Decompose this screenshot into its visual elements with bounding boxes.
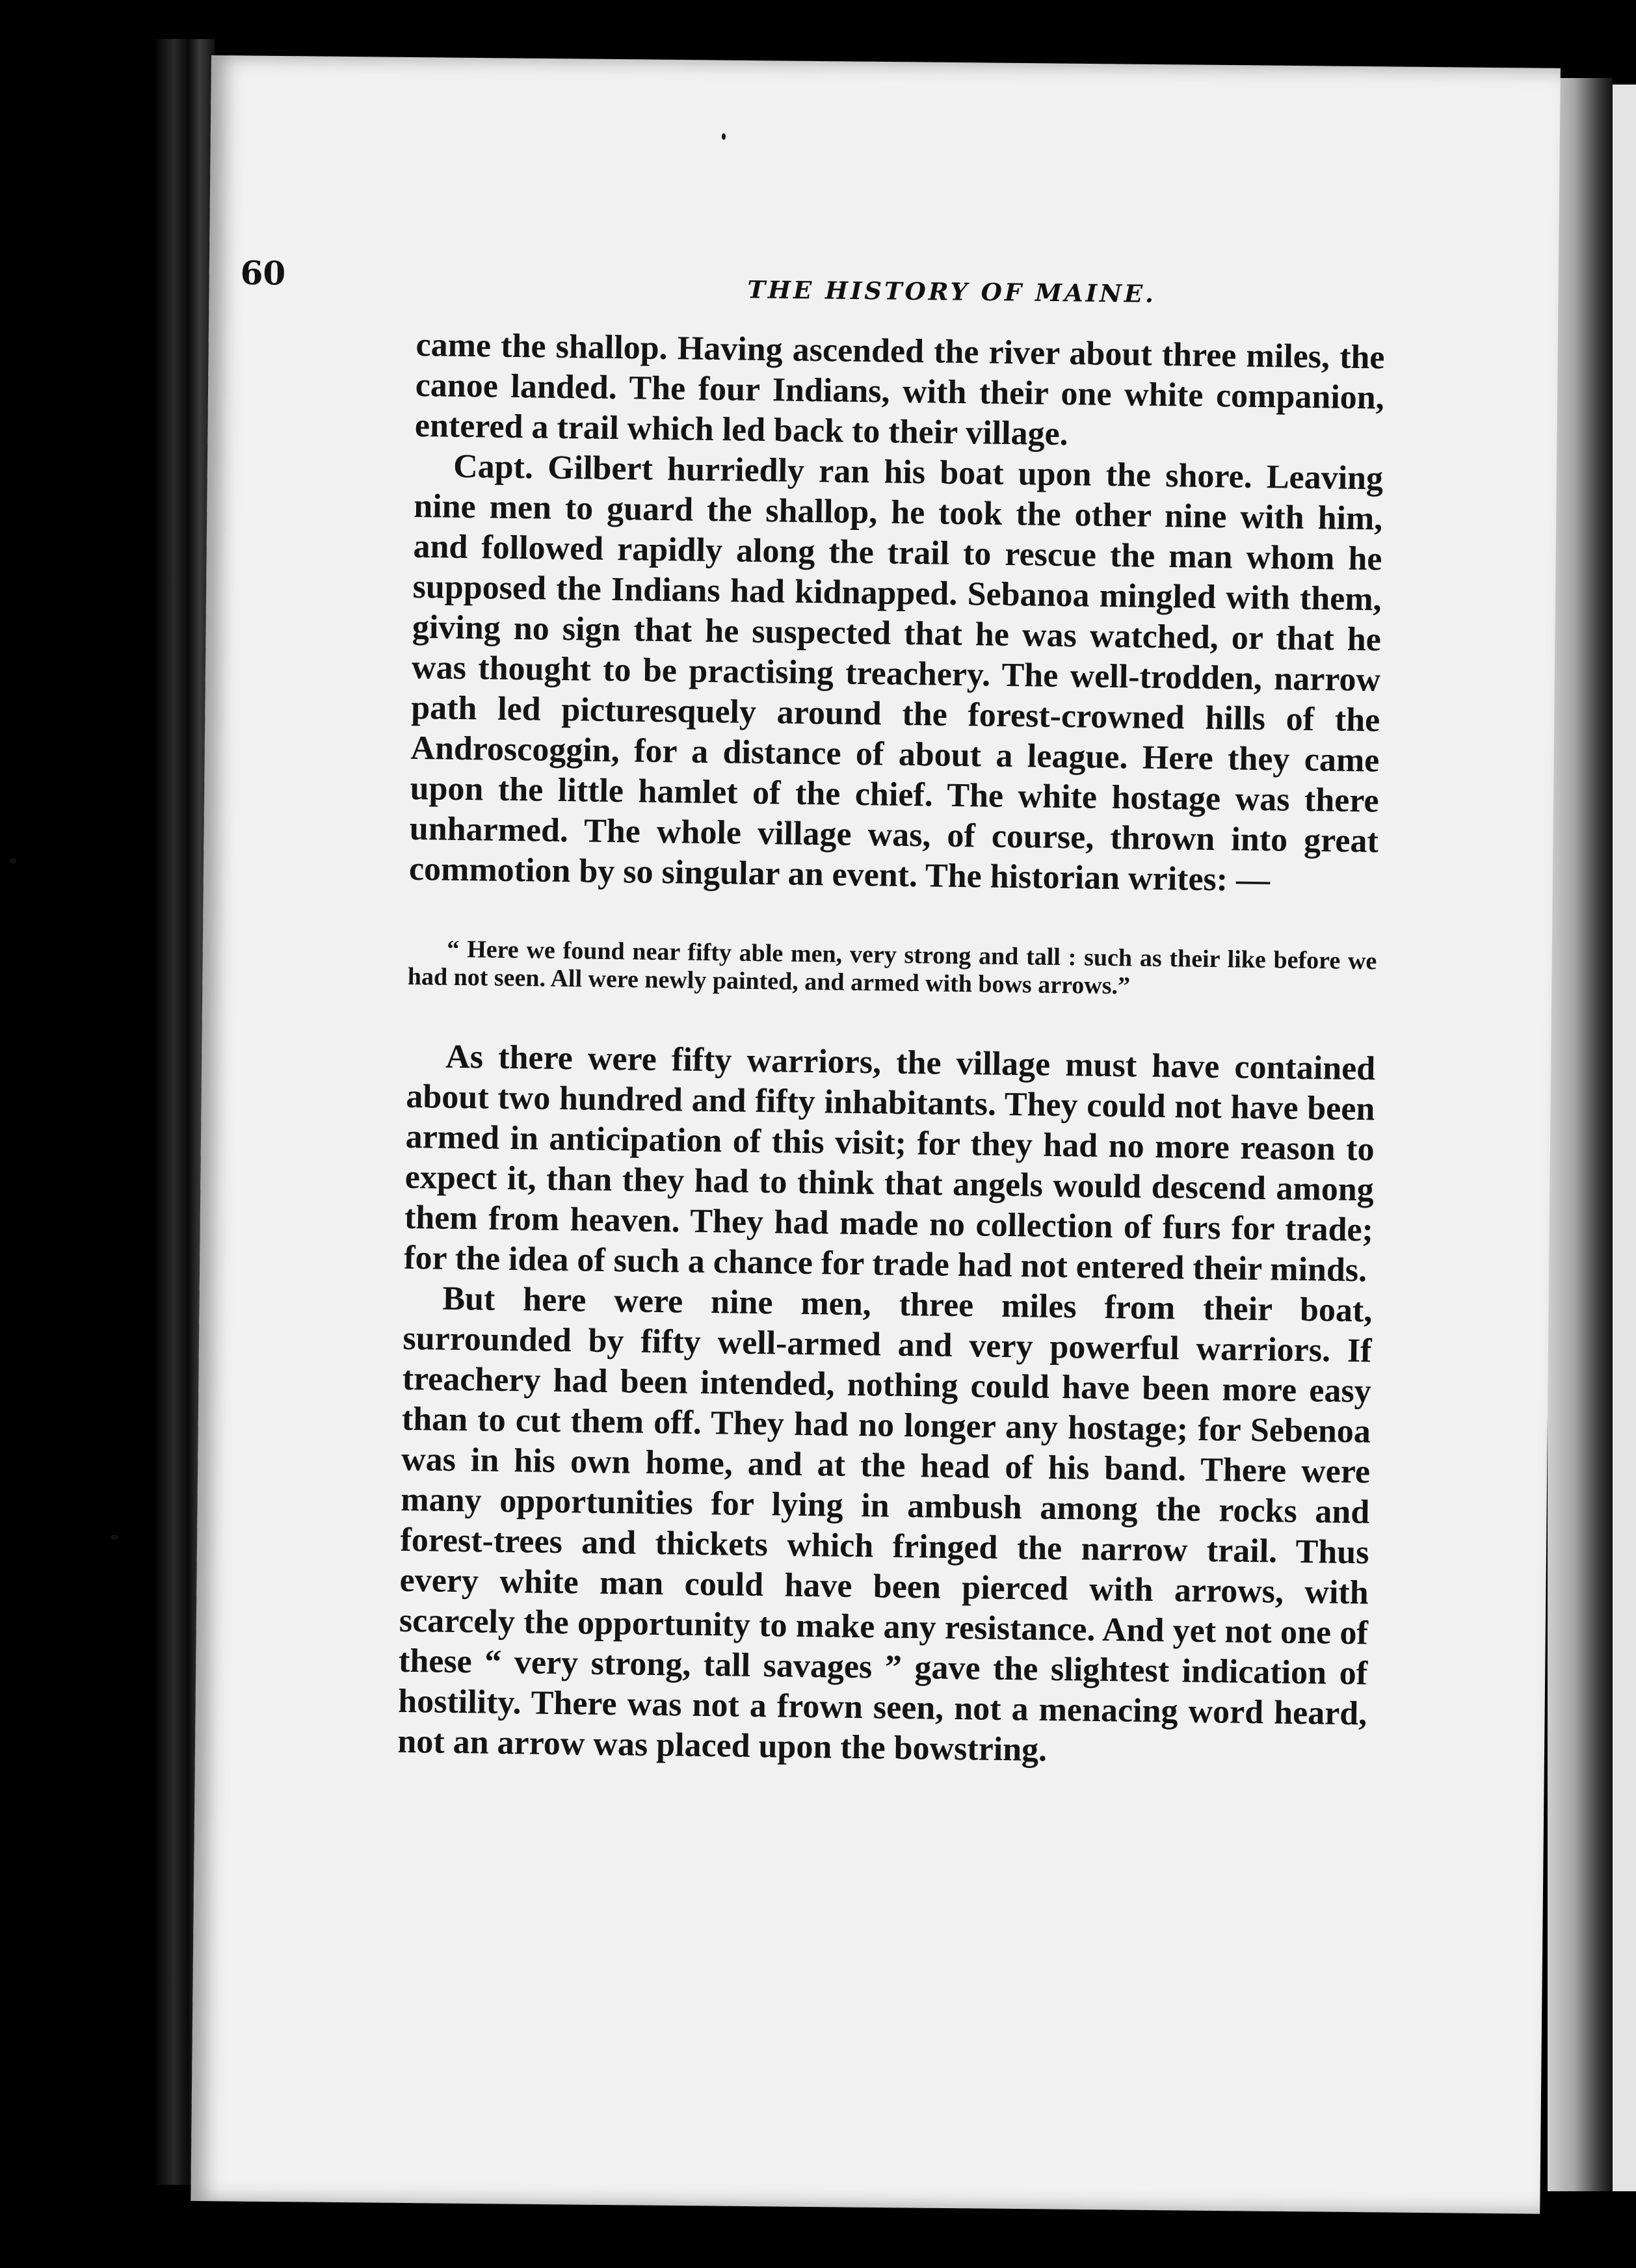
paragraph: Capt. Gilbert hurriedly ran his boat upon the shore. Leaving nine men to guard the shallop, he took the other nine with him, and followed rapidly along the trail to rescue the man whom he supposed the Indians had kidnapped. Sebanoa mingled with them, giving no sign that he suspected that he was watched, or that he was thought to be practising treachery. The well-trodden, narrow path led picturesquely around the forest-crowned hills of the Androscoggin, for a distance of about a league. Here they came upon the little hamlet of the chief. The white hostage was there unharmed. The whole village was, of course, thrown into great commotion by so singular an event. The historian writes: — <box>408 447 1384 899</box>
scan-speck <box>722 133 726 140</box>
paragraph: As there were fifty warriors, the village must have contained about two hundred and fifty inhabitants. They could not have been armed in anticipation of this visit; for they had no more reason to expect it, than they had to think that angels would descend among them from heaven. They had made no collection of furs for trade; for the idea of such a chance for trade had not entered their minds. <box>403 1038 1376 1289</box>
scan-speck <box>10 858 16 864</box>
body-text <box>397 325 1385 1774</box>
block-quote: “ Here we found near fifty able men, very strong and tall : such as their like before we had not seen. All were newly painted, and armed with bows arrows.” <box>407 935 1377 1000</box>
paragraph: came the shallop. Having ascended the river about three miles, the canoe landed. The four Indians, with their one white companion, entered a trail which led back to their village. <box>414 326 1385 453</box>
scan-speck <box>111 1535 118 1540</box>
running-title: THE HISTORY OF MAINE. <box>747 275 1157 308</box>
paragraph: But here were nine men, three miles from their boat, surrounded by fifty well-armed and very powerful warriors. If treachery had been intended, nothing could have been more easy than to cut them off. They had no longer any hostage; for Sebenoa was in his own home, and at the head of his band. There were many opportunities for lying in ambush among the rocks and forest-trees and thickets which fringed the narrow trail. Thus every white man could have been pierced with arrows, with scarcely the opportunity to make any resistance. And yet not one of these “ very strong, tall savages ” gave the slightest indication of hostility. There was not a frown seen, not a menacing word heard, not an arrow was placed upon the bowstring. <box>397 1280 1373 1769</box>
page-number: 60 <box>240 254 286 293</box>
